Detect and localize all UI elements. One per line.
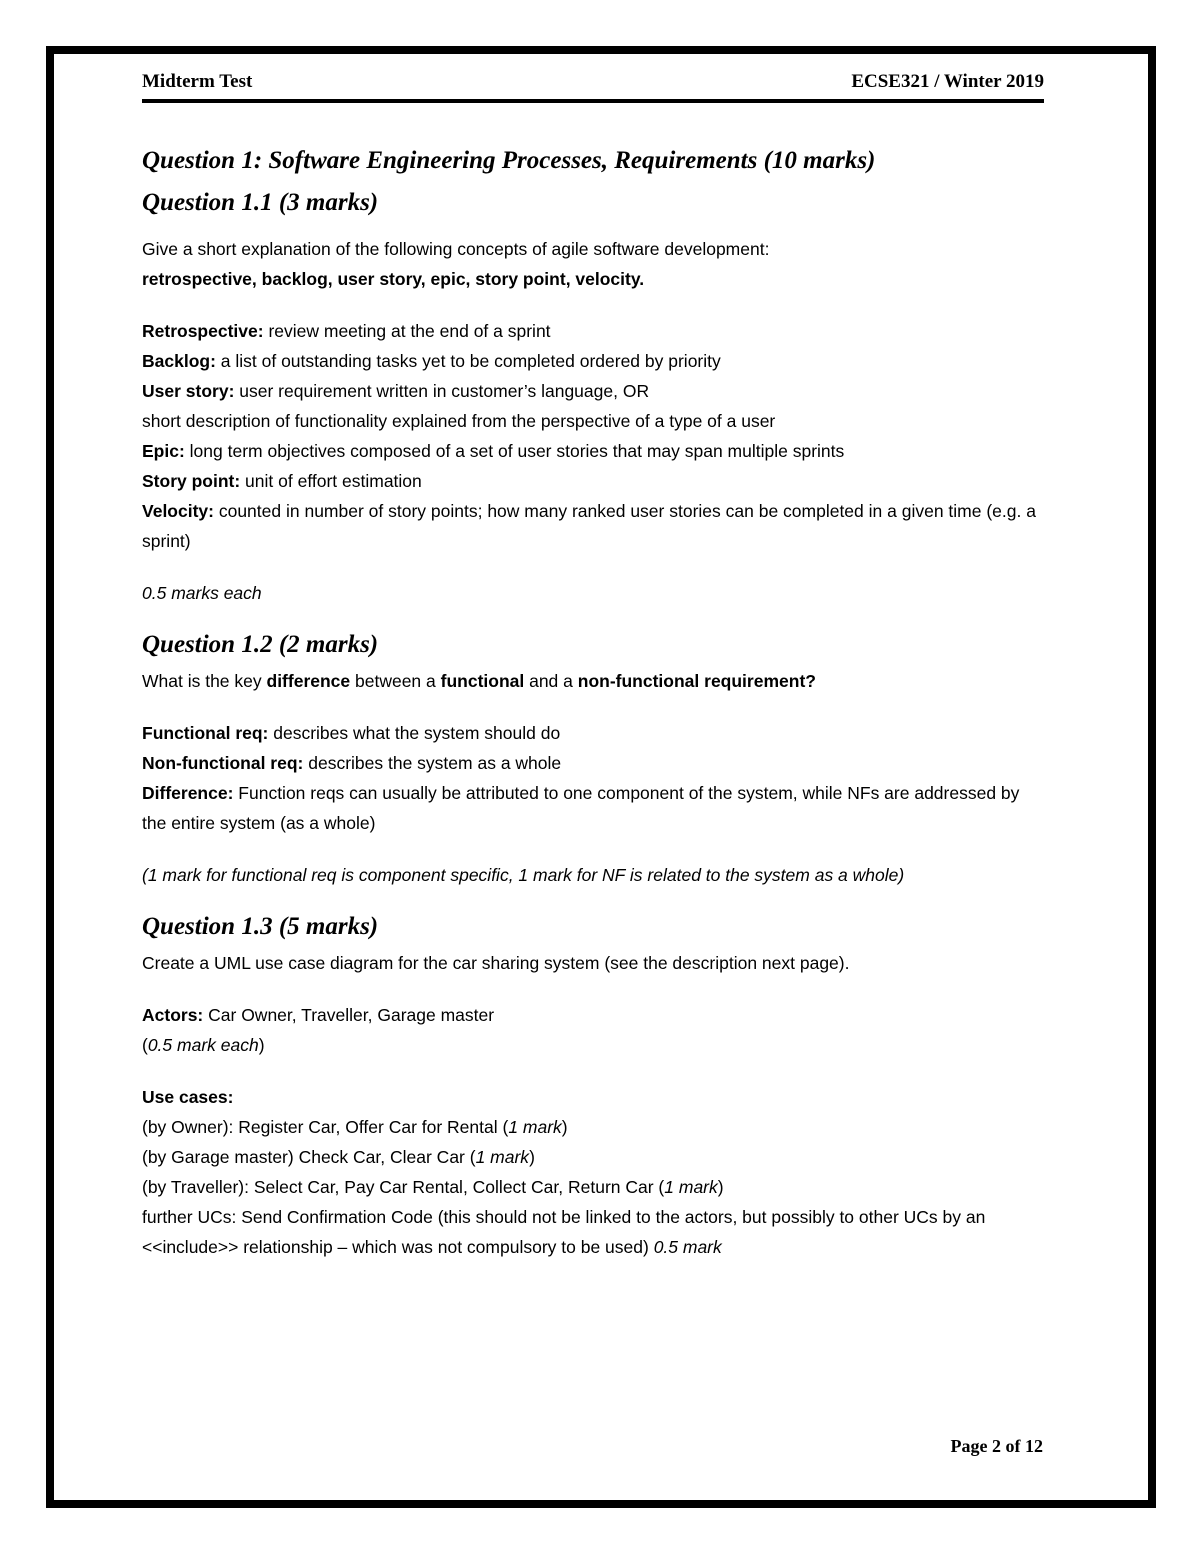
use-cases-label: Use cases: [142, 1087, 234, 1107]
paren: ) [258, 1035, 265, 1055]
term-definition: describes what the system should do [268, 723, 561, 743]
prompt-text: between a [350, 671, 441, 691]
page-header [142, 71, 1044, 97]
answer-user-story [142, 376, 1042, 406]
marks-note: 1 mark [508, 1117, 562, 1137]
marks-note: 0.5 mark each [147, 1035, 259, 1055]
question-1-3-title: Question 1.3 (5 marks) [142, 913, 379, 940]
use-cases-traveller [142, 1172, 1042, 1202]
term-label: User story: [142, 381, 235, 401]
paren: ) [561, 1117, 568, 1137]
term-label: Non-functional req: [142, 753, 304, 773]
paren: ) [717, 1177, 724, 1197]
paren: ( [142, 1035, 148, 1055]
q1-3-prompt: Create a UML use case diagram for the car sharing system (see the description next page). [142, 953, 850, 973]
term-definition: Function reqs can usually be attributed to one component of the system, while NFs are addressed by the entire system (as a whole) [142, 783, 1020, 833]
term-definition: Car Owner, Traveller, Garage master [203, 1005, 495, 1025]
answer-user-story-alt: short description of functionality explained from the perspective of a type of a user [142, 411, 776, 431]
use-case-text: further UCs: Send Confirmation Code (this should not be linked to the actors, but possibly to other UCs by an <<include>> relationship – which was not compulsory to be used) [142, 1207, 986, 1257]
page-content [142, 140, 1042, 1262]
term-label: Functional req: [142, 723, 269, 743]
prompt-text: and a [524, 671, 578, 691]
term-label: Story point: [142, 471, 241, 491]
term-label: Backlog: [142, 351, 216, 371]
answer-story-point [142, 466, 1042, 496]
answer-functional [142, 718, 1042, 748]
marks-note: 1 mark [664, 1177, 718, 1197]
term-definition: describes the system as a whole [303, 753, 562, 773]
actors-marks [142, 1030, 1042, 1060]
use-case-text: (by Owner): Register Car, Offer Car for Rental ( [142, 1117, 509, 1137]
q1-1-marks-note: 0.5 marks each [142, 583, 262, 603]
use-case-text: (by Traveller): Select Car, Pay Car Rental, Collect Car, Return Car ( [142, 1177, 665, 1197]
term-label: Retrospective: [142, 321, 264, 341]
answer-retrospective [142, 316, 1042, 346]
use-case-text: (by Garage master) Check Car, Clear Car ( [142, 1147, 476, 1167]
paren: ) [529, 1147, 535, 1167]
answer-velocity [142, 496, 1042, 556]
answer-actors [142, 1000, 1042, 1030]
term-label: Epic: [142, 441, 185, 461]
q1-2-prompt [142, 666, 1042, 696]
term-definition: unit of effort estimation [240, 471, 422, 491]
term-label: Actors: [142, 1005, 204, 1025]
term-definition: long term objectives composed of a set of user stories that may span multiple sprints [184, 441, 845, 461]
prompt-emphasis: difference [266, 671, 351, 691]
use-cases-garage [142, 1142, 1042, 1172]
answer-nonfunctional [142, 748, 1042, 778]
term-definition: user requirement written in customer’s language, OR [234, 381, 650, 401]
question-1-2-title: Question 1.2 (2 marks) [142, 631, 379, 658]
q1-1-prompt: Give a short explanation of the following concepts of agile software development: [142, 239, 770, 259]
question-1-title: Question 1: Software Engineering Processes, Requirements (10 marks) [142, 147, 876, 174]
term-definition: counted in number of story points; how many ranked user stories can be completed in a given time (e.g. a sprint) [142, 501, 1036, 551]
prompt-emphasis: non-functional requirement? [577, 671, 816, 691]
page-number: Page 2 of 12 [950, 1436, 1043, 1456]
use-cases-further [142, 1202, 1042, 1262]
answer-difference [142, 778, 1042, 838]
term-label: Velocity: [142, 501, 214, 521]
term-label: Difference: [142, 783, 234, 803]
header-left: Midterm Test [142, 71, 253, 92]
q1-2-marks-note: (1 mark for functional req is component specific, 1 mark for NF is related to the system as a whole) [142, 865, 905, 885]
prompt-text: What is the key [142, 671, 267, 691]
question-1-1-title: Question 1.1 (3 marks) [142, 189, 379, 216]
header-right: ECSE321 / Winter 2019 [851, 71, 1044, 92]
answer-epic [142, 436, 1042, 466]
use-cases-owner [142, 1112, 1042, 1142]
answer-backlog [142, 346, 1042, 376]
prompt-emphasis: functional [440, 671, 525, 691]
term-definition: review meeting at the end of a sprint [263, 321, 551, 341]
marks-note: 1 mark [475, 1147, 530, 1167]
marks-note: 0.5 mark [653, 1237, 722, 1257]
term-definition: a list of outstanding tasks yet to be completed ordered by priority [215, 351, 721, 371]
header-rule [142, 99, 1044, 103]
q1-1-terms: retrospective, backlog, user story, epic, story point, velocity. [142, 269, 645, 289]
